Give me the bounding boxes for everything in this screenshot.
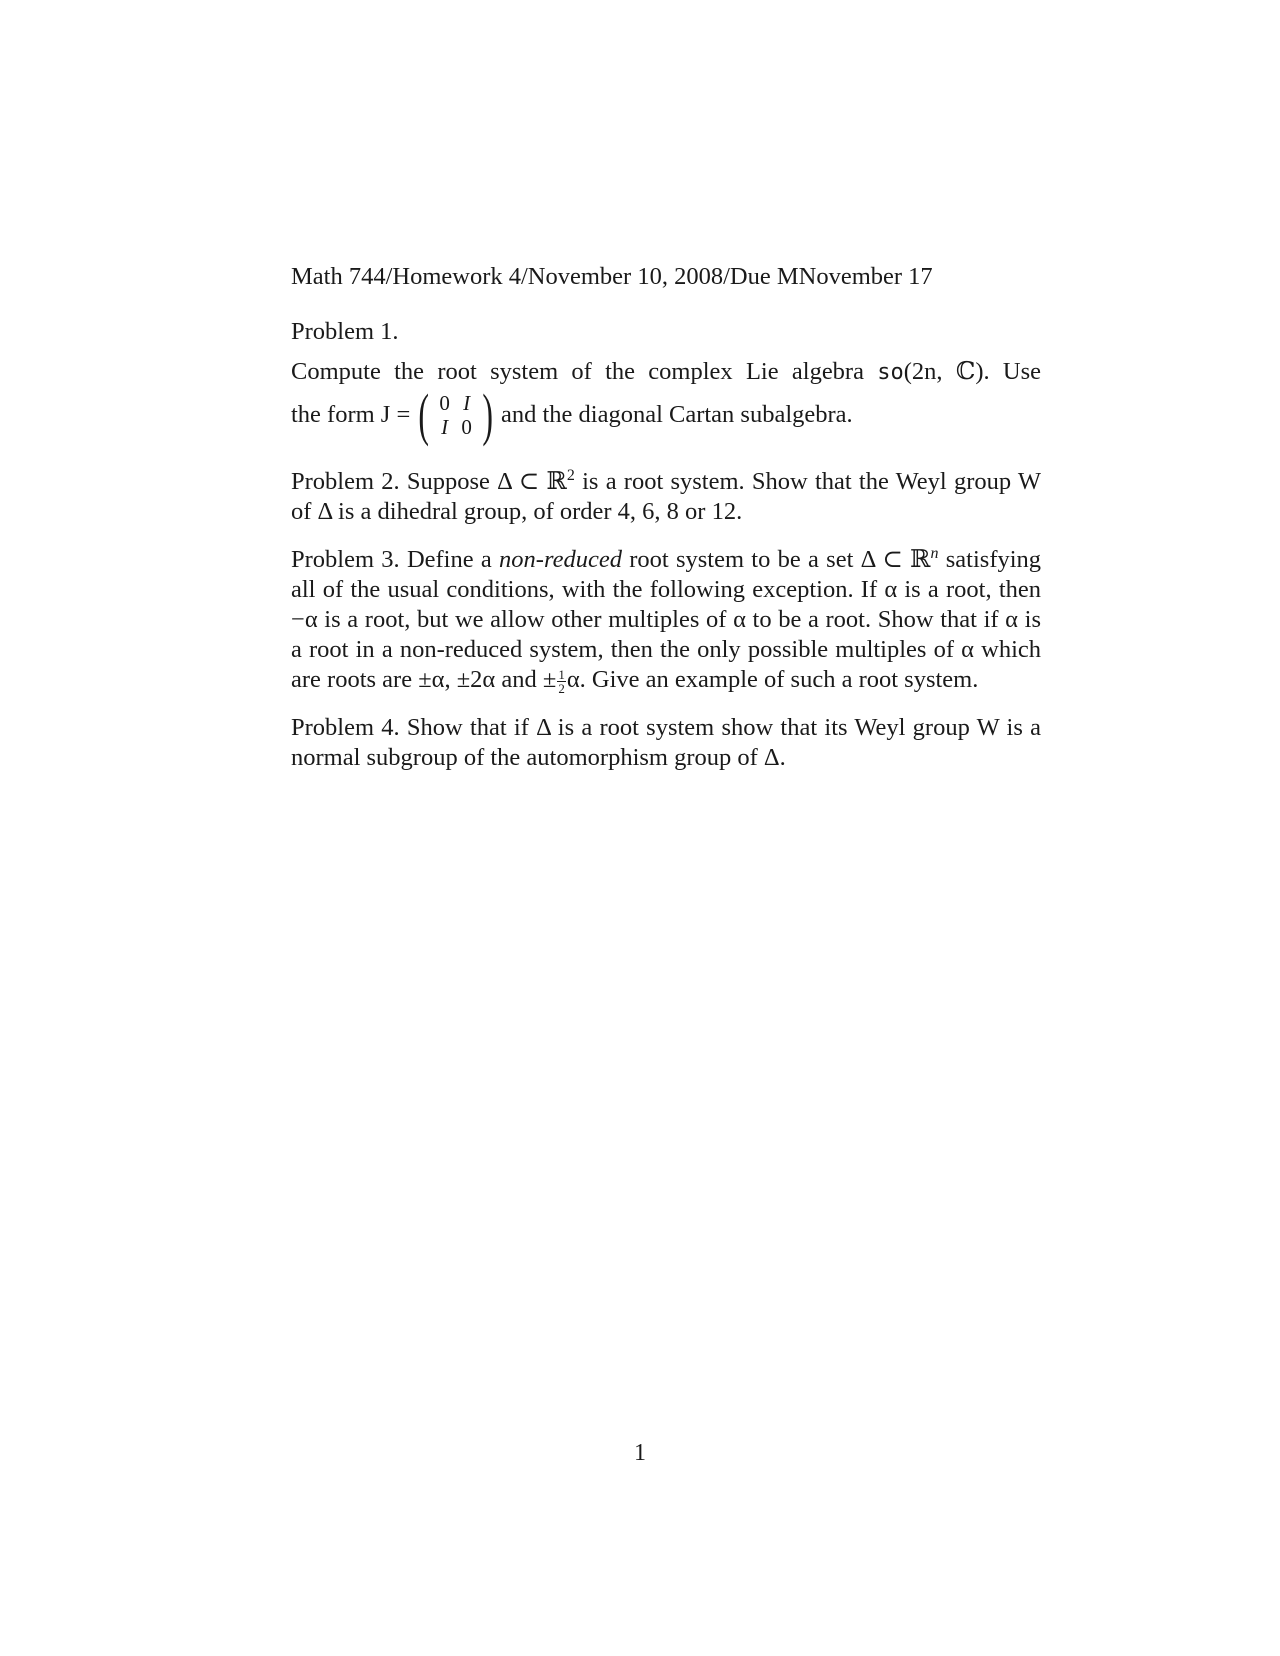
matrix-cell: I [463, 391, 471, 415]
fraction-one-half [557, 668, 566, 695]
problem-2-text-b: is a root system. Show that the Weyl group W of Δ is a dihedral group, of order 4, 6, 8 or 12. [291, 468, 1042, 525]
problem-1-title: Problem 1. [291, 318, 399, 345]
matrix-cell: I [441, 415, 449, 439]
matrix-cell: 0 [439, 391, 450, 415]
problem-2 [291, 467, 1041, 527]
problem-3-text-b: root system to be a set Δ ⊂ ℝ [629, 546, 931, 573]
problem-4-label: Problem 4. [291, 714, 400, 741]
problem-1-line-1 [291, 357, 1041, 388]
lie-algebra-symbol: so [877, 360, 904, 385]
problem-3-text-d: α. Give an example of such a root system. [566, 666, 979, 693]
problem-2-text-a: Suppose Δ ⊂ ℝ [406, 468, 567, 495]
problem-1-text-a: Compute the root system of the complex Lie algebra [291, 358, 864, 385]
right-paren: ) [481, 382, 493, 447]
problem-4 [291, 713, 1041, 773]
document-body [291, 262, 1041, 773]
fraction-numerator: 1 [558, 666, 565, 682]
page-number: 1 [634, 1440, 646, 1466]
problem-3-superscript: n [930, 545, 939, 562]
problem-1-line-2 [291, 382, 1041, 447]
fraction-denominator: 2 [558, 680, 565, 696]
document-header: Math 744/Homework 4/November 10, 2008/Due MNovember 17 [291, 263, 933, 290]
problem-3-text-a: Define a [406, 546, 492, 573]
problem-3-emphasis: non-reduced [499, 546, 622, 573]
problem-3-text-c: satisfying all of the usual conditions, with the following exception. If α is a root, then −α is a root, but we allow other multiples of α to be a root. Show that if α is a root in a non-reduced system, then the only possible multiples of α which are roots are ±α, ±2α and ± [291, 546, 1042, 693]
left-paren: ( [418, 382, 430, 447]
problem-1-text-b: (2n, ℂ). Use [903, 358, 1041, 385]
problem-2-label: Problem 2. [291, 468, 400, 495]
problem-1-form-label: the form J = [291, 401, 411, 428]
matrix-cell: 0 [461, 415, 472, 439]
matrix-grid [434, 391, 478, 439]
problem-1-text [291, 357, 1041, 445]
problem-3 [291, 545, 1041, 695]
problem-4-text: Show that if Δ is a root system show that its Weyl group W is a normal subgroup of the automorphism group of Δ. [291, 714, 1042, 771]
problem-2-superscript: 2 [566, 467, 575, 484]
matrix-J [414, 382, 497, 447]
problem-3-label: Problem 3. [291, 546, 400, 573]
problem-1-text-c: and the diagonal Cartan subalgebra. [500, 401, 853, 428]
